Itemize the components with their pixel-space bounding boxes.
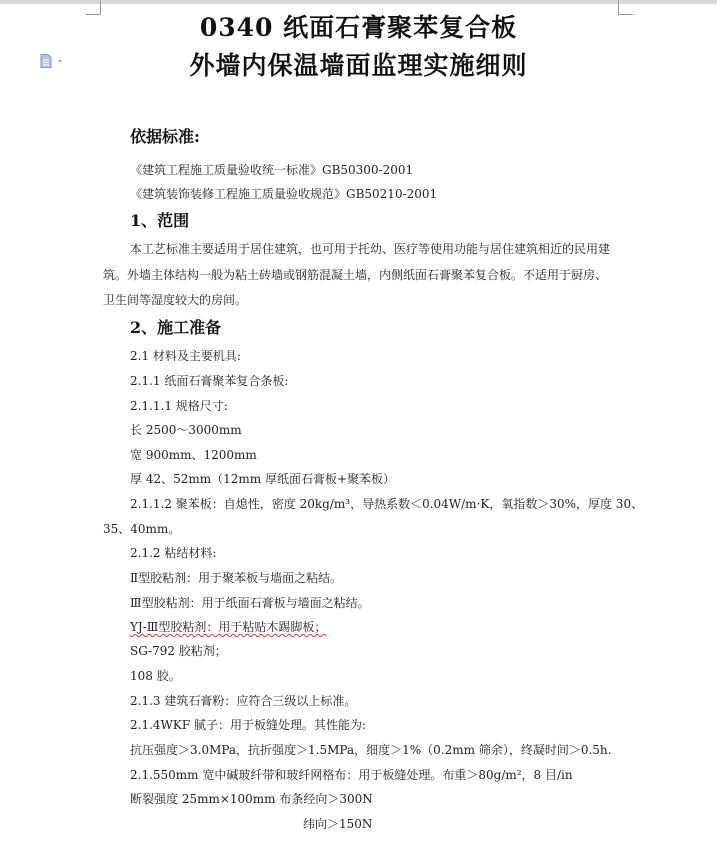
scope-line-1: 本工艺标准主要适用于居住建筑，也可用于托幼、医疗等使用功能与居住建筑相近的民用建 bbox=[130, 242, 611, 256]
prep-line-14: 108 胶。 bbox=[130, 669, 181, 683]
scope-line-3: 卫生间等湿度较大的房间。 bbox=[103, 293, 248, 307]
page-title-line-1: 0340 纸面石膏聚苯复合板 bbox=[199, 13, 518, 42]
prep-line-5: 宽 900mm、1200mm bbox=[130, 448, 257, 462]
prep-line-3: 2.1.1.1 规格尺寸: bbox=[130, 399, 228, 413]
prep-line-16: 2.1.4WKF 腻子：用于板缝处理。其性能为: bbox=[130, 718, 367, 732]
prep-line-19: 断裂强度 25mm×100mm 布条经向＞300N bbox=[130, 792, 373, 806]
prep-line-6: 厚 42、52mm（12mm 厚纸面石膏板+聚苯板） bbox=[130, 472, 396, 486]
prep-line-17: 抗压强度＞3.0MPa，抗折强度＞1.5MPa，细度＞1%（0.2mm 筛余），终凝时间＞0.5h. bbox=[130, 743, 612, 757]
page-title-line-2: 外墙内保温墙面监理实施细则 bbox=[189, 51, 528, 80]
basis-item-1: 《建筑工程施工质量验收统一标准》GB50300-2001 bbox=[130, 163, 414, 177]
prep-line-13: SG-792 胶粘剂； bbox=[130, 644, 227, 658]
basis-item-2: 《建筑装饰装修工程施工质量验收规范》GB50210-2001 bbox=[130, 187, 438, 201]
prep-line-7: 2.1.1.2 聚苯板：自熄性，密度 20kg/m³，导热系数＜0.04W/m·K，氧指数＞30%，厚度 30、 bbox=[130, 497, 644, 511]
prep-line-4: 长 2500～3000mm bbox=[130, 423, 242, 437]
prep-heading: 2、施工准备 bbox=[130, 318, 222, 337]
scope-line-2: 筑。外墙主体结构一般为粘土砖墙或钢筋混凝土墙，内侧纸面石膏聚苯复合板。不适用于厨房、 bbox=[103, 268, 608, 282]
page-top-border bbox=[0, 0, 717, 4]
prep-line-15: 2.1.3 建筑石膏粉：应符合三级以上标准。 bbox=[130, 694, 357, 708]
prep-line-1: 2.1 材料及主要机具: bbox=[130, 349, 241, 363]
prep-line-9: 2.1.2 粘结材料: bbox=[130, 546, 217, 560]
basis-heading: 依据标准: bbox=[130, 127, 200, 146]
prep-line-12: YJ-Ⅲ型胶粘剂：用于粘贴木踢脚板； bbox=[130, 620, 327, 634]
scope-heading: 1、范围 bbox=[130, 211, 190, 230]
prep-line-10: Ⅱ型胶粘剂：用于聚苯板与墙面之粘结。 bbox=[130, 571, 343, 585]
prep-line-8: 35、40mm。 bbox=[103, 522, 181, 536]
prep-line-11: Ⅲ型胶粘剂：用于纸面石膏板与墙面之粘结。 bbox=[130, 596, 370, 610]
prep-line-18: 2.1.550mm 宽中碱玻纤带和玻纤网格布：用于板缝处理。布重＞80g/m²，8 目/in bbox=[130, 768, 573, 782]
prep-line-20: 纬向＞150N bbox=[303, 817, 373, 831]
prep-line-2: 2.1.1 纸面石膏聚苯复合条板: bbox=[130, 374, 289, 388]
